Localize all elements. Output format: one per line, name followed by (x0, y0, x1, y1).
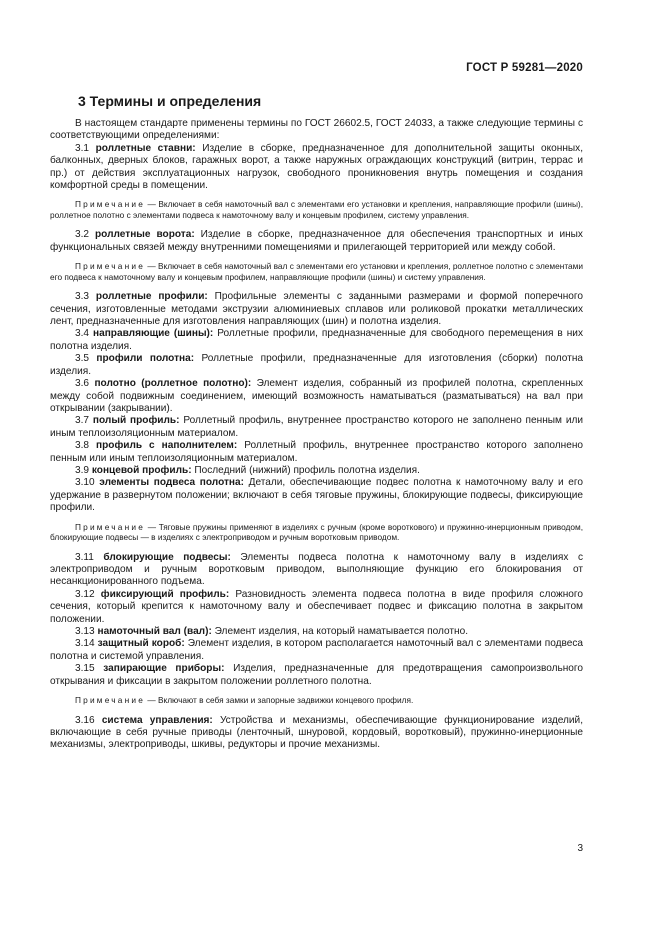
term-definition: Роллетные профили, предназначенные для свободного перемещения в них полотна изделия. (50, 328, 583, 352)
term-number: 3.12 (75, 588, 95, 600)
term-entry (50, 291, 583, 328)
term-entry (50, 663, 583, 688)
page-number: 3 (577, 843, 583, 854)
term-entry (50, 589, 583, 626)
term-name: профили полотна: (96, 353, 195, 365)
page-header: ГОСТ Р 59281—2020 (466, 62, 583, 74)
term-number: 3.13 (75, 626, 95, 637)
term-entry (50, 477, 583, 514)
term-number: 3.9 (75, 464, 90, 476)
term-number: 3.16 (75, 714, 95, 726)
note-label: Примечание (75, 695, 146, 706)
term-definition: Элемент изделия, собранный из профилей полотна, скрепленных между собой подвижным соединением, имеющий возможность наматываться (разматываться) на вал при открывании (закрывании). (50, 378, 584, 414)
term-name: роллетные профили: (95, 291, 208, 303)
term-definition: Роллетный профиль, внутреннее пространство которого не заполнено пенным или иным теплоизоляционным материалом. (50, 415, 583, 439)
term-entry (50, 626, 583, 638)
term-number: 3.2 (75, 229, 90, 241)
term-name: направляющие (шины): (93, 328, 214, 340)
note-label: Примечание (75, 199, 146, 210)
term-number: 3.6 (75, 378, 90, 390)
term-entry (50, 440, 583, 465)
term-definition: Разновидность элемента подвеса полотна в виде профиля сложного сечения, который крепится к намоточному валу и обеспечивает подвес и фиксацию полотна в закрытом положении. (50, 588, 583, 625)
note (50, 199, 583, 220)
term-definition: Изделие в сборке, предназначенное для дополнительной защиты оконных, балконных, дверных блоков, гаражных ворот, а также наружных ограждающих конструкций (витрин, террас и пр.) от действия эксплуатационных нагрузок, свободного проникновения внутрь помещения и создания комфортной среды в помещении. (50, 142, 584, 192)
term-definition: Устройства и механизмы, обеспечивающие функционирование изделий, включающие в себя ручные приводы (ленточный, шнуровой, кордовый, воротковый), пружинно-инерционные механизмы, электроприводы, шкивы, редукторы и прочие механизмы. (50, 714, 583, 751)
term-entry (50, 715, 583, 752)
intro-paragraph: В настоящем стандарте применены термины по ГОСТ 26602.5, ГОСТ 24033, а также следующие термины с соответствующими определениями: (50, 118, 583, 142)
term-number: 3.11 (75, 551, 94, 563)
term-number: 3.1 (75, 142, 90, 154)
term-definition: Роллетные профили, предназначенные для изготовления (сборки) полотна изделия. (50, 353, 584, 377)
term-definition: Профильные элементы с заданными размерами и формой поперечного сечения, изготовленные методами экструзии алюминиевых сплавов или роликовой прокатки металлических лент, предназначенные для изготовления направляющих (шин) и полотна изделия. (50, 291, 583, 328)
term-name: фиксирующий профиль: (100, 588, 230, 600)
term-entry (50, 638, 583, 663)
term-name: профиль с наполнителем: (96, 440, 238, 452)
term-number: 3.3 (75, 291, 90, 303)
term-name: полый профиль: (92, 415, 180, 427)
term-definition: Элементы подвеса полотна к намоточному валу в изделиях с электроприводом и ручным воротковым приводом, выполняющие функцию его блокирования от несанкционированного подъема. (50, 551, 583, 588)
term-number: 3.14 (75, 638, 95, 650)
term-definition: Элемент изделия, в котором располагается намоточный вал с элементами подвеса полотна и системой управления. (50, 638, 583, 662)
term-definition: Последний (нижний) профиль полотна изделия. (194, 464, 420, 476)
term-definition: Изделия, предназначенные для предотвращения самопроизвольного открывания и фиксации в закрытом положении роллетного полотна. (50, 663, 583, 687)
term-number: 3.10 (75, 477, 95, 489)
term-name: запирающие приборы: (103, 663, 225, 675)
term-number: 3.5 (75, 353, 90, 365)
term-definition: Элемент изделия, на который наматывается полотно. (214, 626, 469, 637)
document-body (50, 118, 583, 752)
note (50, 261, 583, 282)
term-entry (50, 415, 583, 440)
term-name: полотно (роллетное полотно): (94, 378, 252, 390)
term-entry (50, 353, 583, 378)
term-entry (50, 378, 583, 415)
term-name: блокирующие подвесы: (103, 551, 231, 563)
term-number: 3.7 (75, 415, 90, 427)
term-entry (50, 143, 583, 193)
note-text: — Включает в себя намоточный вал с элементами его установки и крепления, направляющие профили (шины), роллетное полотно с элементами подвеса к намоточному валу и концевым профилем, систему управления. (50, 199, 583, 220)
term-definition: Роллетный профиль, внутреннее пространство которого заполнено пенным или иным теплоизоляционным материалом. (50, 440, 584, 464)
term-name: система управления: (101, 714, 213, 726)
term-name: защитный короб: (97, 638, 185, 650)
term-name: роллетные ворота: (95, 229, 195, 241)
term-entry (50, 229, 583, 254)
note-text: — Включают в себя замки и запорные задвижки концевого профиля. (147, 695, 414, 706)
note (50, 522, 583, 543)
note-text: — Включает в себя намоточный вал с элементами его установки и крепления, роллетное полотно с элементами его подвеса к намоточному валу и концевым профилем, направляющие профили (шины) и систему управления. (50, 261, 583, 282)
term-name: концевой профиль: (91, 464, 192, 476)
term-name: роллетные ставни: (95, 142, 196, 154)
note (50, 695, 583, 706)
term-definition: Детали, обеспечивающие подвес полотна к намоточному валу и его удержание в развернутом положении; включают в себя тяговые пружины, блокирующие подвесы, фиксирующие профили. (50, 477, 583, 514)
term-number: 3.15 (75, 663, 95, 675)
term-name: элементы подвеса полотна: (99, 477, 245, 489)
term-definition: Изделие в сборке, предназначенное для обеспечения транспортных и иных функциональных связей между внутренними помещениями и прилегающей территорией или между собой. (50, 229, 583, 253)
term-name: намоточный вал (вал): (97, 626, 212, 637)
term-number: 3.4 (75, 328, 90, 340)
note-label: Примечание (75, 521, 146, 532)
note-text: — Тяговые пружины применяют в изделиях с ручным (кроме вороткового) и пружинно-инерционным приводом, блокирующие подвесы — в изделиях с электроприводом и ручным воротковым приводом. (50, 521, 584, 543)
note-label: Примечание (75, 261, 146, 272)
section-heading: 3 Термины и определения (78, 93, 262, 109)
term-number: 3.8 (75, 440, 90, 452)
term-entry (50, 552, 583, 589)
term-entry (50, 328, 583, 353)
term-entry (50, 465, 583, 477)
